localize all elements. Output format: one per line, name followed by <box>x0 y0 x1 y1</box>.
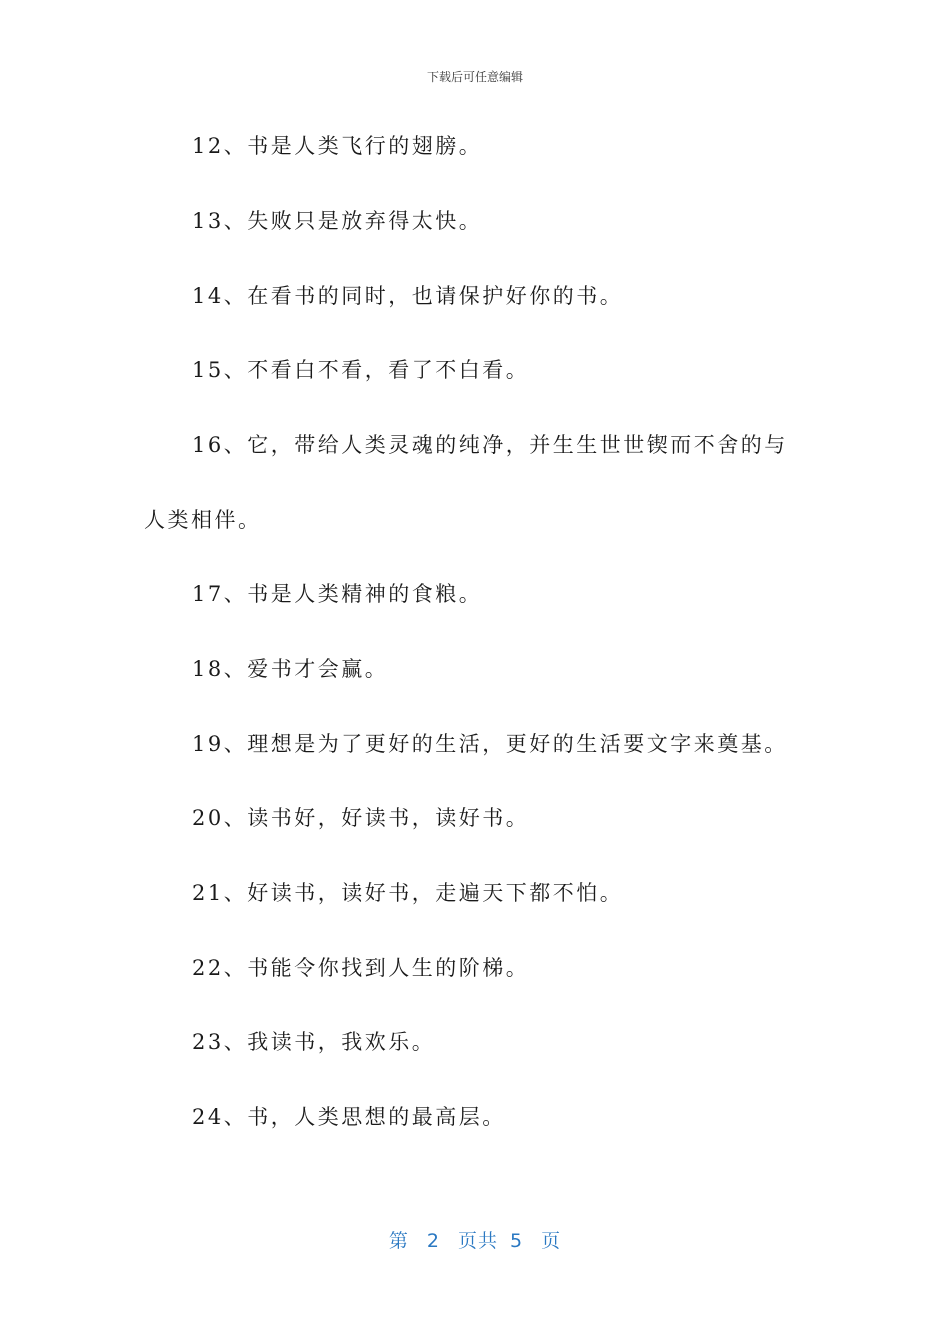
text-line: 22、书能令你找到人生的阶梯。 <box>192 956 530 980</box>
text-line: 24、书，人类思想的最高层。 <box>192 1105 506 1129</box>
footer-page-number: 2 <box>426 1230 440 1252</box>
footer-ye-gong: 页共 <box>457 1230 498 1252</box>
text-line: 12、书是人类飞行的翅膀。 <box>192 134 483 158</box>
text-line: 16、它，带给人类灵魂的纯净，并生生世世锲而不舍的与 <box>192 433 788 457</box>
footer-ye: 页 <box>541 1230 562 1252</box>
text-line: 21、好读书，读好书，走遍天下都不怕。 <box>192 881 624 905</box>
text-line: 19、理想是为了更好的生活，更好的生活要文字来奠基。 <box>192 732 788 756</box>
text-line: 人类相伴。 <box>144 508 262 532</box>
header-note: 下载后可任意编辑 <box>426 70 523 84</box>
text-line: 17、书是人类精神的食粮。 <box>192 582 483 606</box>
text-line: 20、读书好，好读书，读好书。 <box>192 806 530 830</box>
text-line: 23、我读书，我欢乐。 <box>192 1030 436 1054</box>
footer-total-pages: 5 <box>510 1230 524 1252</box>
text-line: 18、爱书才会赢。 <box>192 657 389 681</box>
text-line: 14、在看书的同时，也请保护好你的书。 <box>192 284 624 308</box>
text-line: 15、不看白不看，看了不白看。 <box>192 358 530 382</box>
text-line: 13、失败只是放弃得太快。 <box>192 209 483 233</box>
page-footer <box>0 1226 950 1253</box>
footer-di: 第 <box>388 1230 409 1252</box>
